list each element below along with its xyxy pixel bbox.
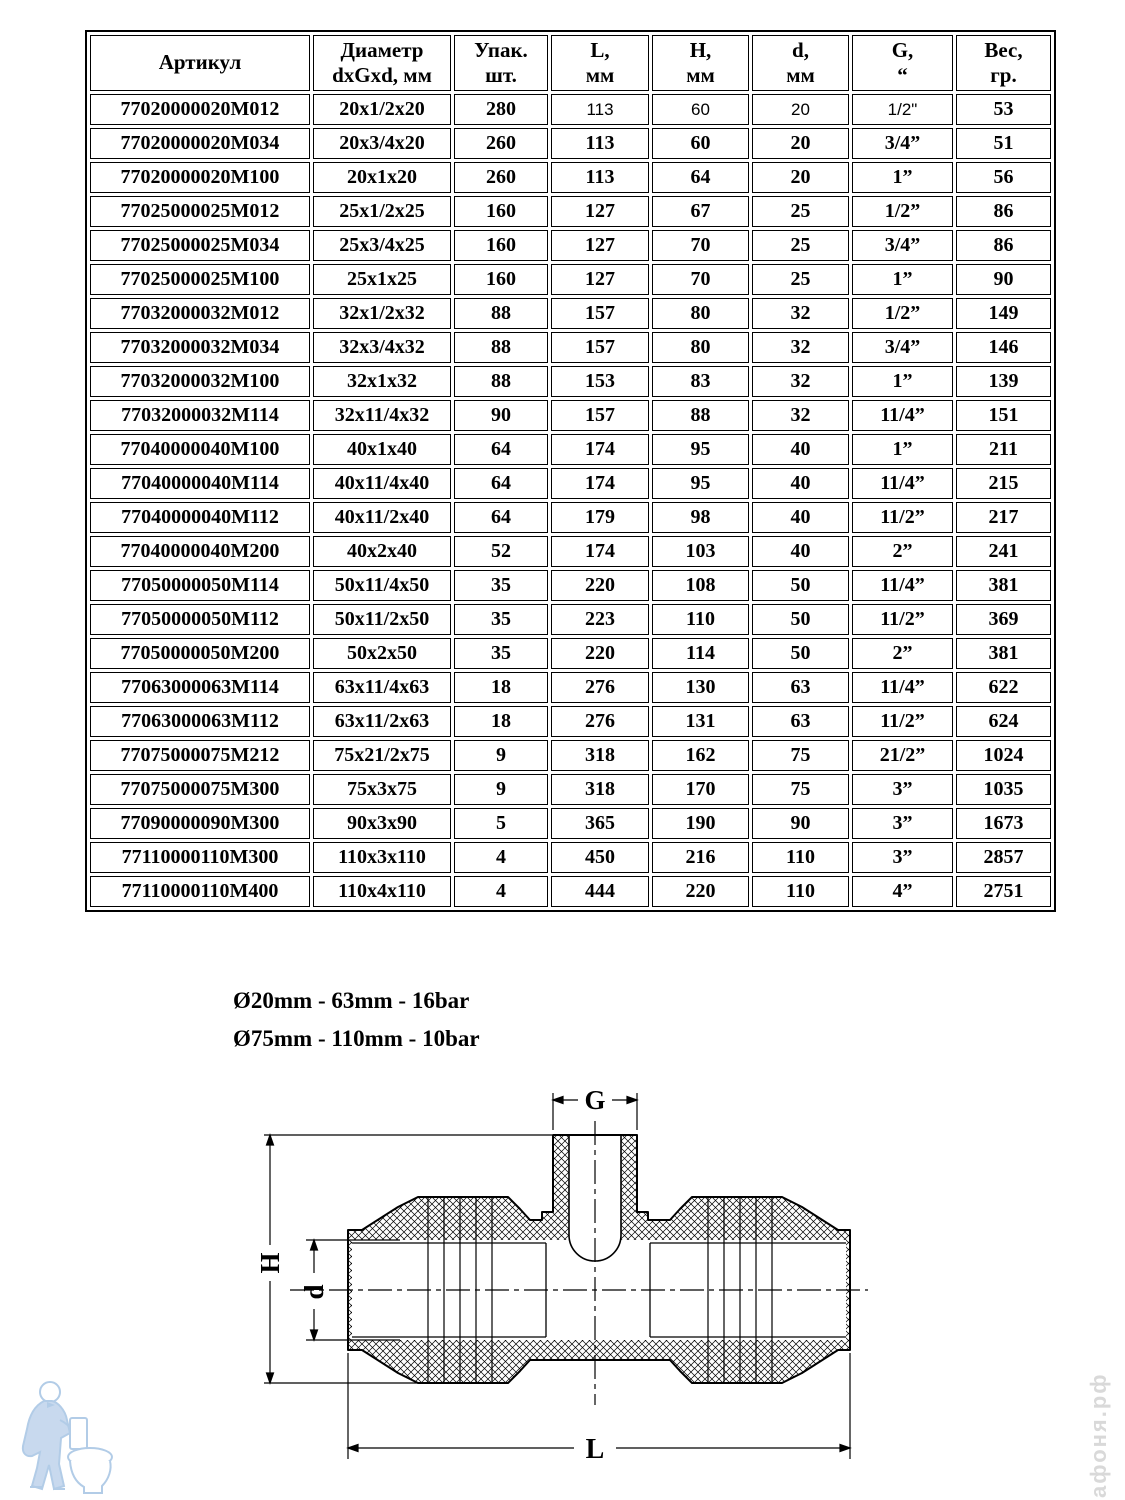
cell-d_mm: 20 bbox=[752, 94, 849, 125]
cell-d_mm: 63 bbox=[752, 706, 849, 737]
cell-diameter_dxGxd_mm: 40x2x40 bbox=[313, 536, 451, 567]
header-line: H, bbox=[689, 37, 712, 62]
cell-diameter_dxGxd_mm: 50x2x50 bbox=[313, 638, 451, 669]
table-row bbox=[90, 332, 1051, 363]
col-header-artikul bbox=[90, 35, 310, 91]
table-row bbox=[90, 740, 1051, 771]
cell-weight_g: 2857 bbox=[956, 842, 1051, 873]
table-row bbox=[90, 264, 1051, 295]
table-row bbox=[90, 230, 1051, 261]
cell-L_mm: 153 bbox=[551, 366, 649, 397]
cell-H_mm: 103 bbox=[652, 536, 749, 567]
cell-diameter_dxGxd_mm: 90x3x90 bbox=[313, 808, 451, 839]
cell-G_inch: 2” bbox=[852, 536, 953, 567]
cell-weight_g: 241 bbox=[956, 536, 1051, 567]
plumber-head bbox=[40, 1382, 60, 1402]
cell-pack_pcs: 280 bbox=[454, 94, 548, 125]
cell-H_mm: 80 bbox=[652, 298, 749, 329]
cell-d_mm: 75 bbox=[752, 774, 849, 805]
cell-weight_g: 149 bbox=[956, 298, 1051, 329]
plumber-suit bbox=[23, 1401, 70, 1489]
cell-H_mm: 110 bbox=[652, 604, 749, 635]
cell-diameter_dxGxd_mm: 25x1/2x25 bbox=[313, 196, 451, 227]
cell-G_inch: 3” bbox=[852, 808, 953, 839]
cell-diameter_dxGxd_mm: 32x1/2x32 bbox=[313, 298, 451, 329]
cell-H_mm: 60 bbox=[652, 94, 749, 125]
col-header-diameter bbox=[313, 35, 451, 91]
cell-L_mm: 157 bbox=[551, 400, 649, 431]
cell-artikul: 77110000110M400 bbox=[90, 876, 310, 907]
cell-diameter_dxGxd_mm: 32x1x32 bbox=[313, 366, 451, 397]
col-header-G bbox=[852, 35, 953, 91]
cell-L_mm: 220 bbox=[551, 570, 649, 601]
cell-H_mm: 98 bbox=[652, 502, 749, 533]
cell-G_inch: 1/2” bbox=[852, 298, 953, 329]
cell-pack_pcs: 35 bbox=[454, 604, 548, 635]
header-line: L, bbox=[590, 37, 610, 62]
table-row bbox=[90, 536, 1051, 567]
cell-d_mm: 110 bbox=[752, 842, 849, 873]
cell-H_mm: 95 bbox=[652, 434, 749, 465]
cell-weight_g: 53 bbox=[956, 94, 1051, 125]
cell-weight_g: 2751 bbox=[956, 876, 1051, 907]
cell-L_mm: 223 bbox=[551, 604, 649, 635]
cell-H_mm: 114 bbox=[652, 638, 749, 669]
cell-G_inch: 3” bbox=[852, 774, 953, 805]
header-line: “ bbox=[897, 63, 908, 87]
header-line: G, bbox=[891, 37, 914, 62]
cell-G_inch: 1” bbox=[852, 434, 953, 465]
cell-artikul: 77050000050M112 bbox=[90, 604, 310, 635]
cell-G_inch: 1” bbox=[852, 366, 953, 397]
cell-L_mm: 365 bbox=[551, 808, 649, 839]
cell-d_mm: 63 bbox=[752, 672, 849, 703]
cell-artikul: 77025000025M034 bbox=[90, 230, 310, 261]
table-row bbox=[90, 298, 1051, 329]
cell-H_mm: 67 bbox=[652, 196, 749, 227]
cell-diameter_dxGxd_mm: 40x11/2x40 bbox=[313, 502, 451, 533]
col-header-d bbox=[752, 35, 849, 91]
cell-weight_g: 622 bbox=[956, 672, 1051, 703]
cell-pack_pcs: 260 bbox=[454, 128, 548, 159]
col-header-weight bbox=[956, 35, 1051, 91]
cell-pack_pcs: 88 bbox=[454, 298, 548, 329]
cell-artikul: 77040000040M200 bbox=[90, 536, 310, 567]
table-row bbox=[90, 638, 1051, 669]
cell-weight_g: 624 bbox=[956, 706, 1051, 737]
cell-artikul: 77050000050M200 bbox=[90, 638, 310, 669]
arrowhead bbox=[311, 1240, 318, 1250]
cell-L_mm: 127 bbox=[551, 264, 649, 295]
cell-G_inch: 11/4” bbox=[852, 570, 953, 601]
cell-diameter_dxGxd_mm: 20x1x20 bbox=[313, 162, 451, 193]
cell-L_mm: 444 bbox=[551, 876, 649, 907]
table-row bbox=[90, 604, 1051, 635]
cell-weight_g: 1035 bbox=[956, 774, 1051, 805]
cell-artikul: 77020000020M100 bbox=[90, 162, 310, 193]
cell-pack_pcs: 18 bbox=[454, 706, 548, 737]
cell-diameter_dxGxd_mm: 40x1x40 bbox=[313, 434, 451, 465]
cell-L_mm: 127 bbox=[551, 196, 649, 227]
cell-L_mm: 318 bbox=[551, 740, 649, 771]
cell-diameter_dxGxd_mm: 25x3/4x25 bbox=[313, 230, 451, 261]
cell-G_inch: 11/4” bbox=[852, 468, 953, 499]
cell-d_mm: 40 bbox=[752, 536, 849, 567]
table-row bbox=[90, 434, 1051, 465]
cell-diameter_dxGxd_mm: 75x21/2x75 bbox=[313, 740, 451, 771]
cell-weight_g: 215 bbox=[956, 468, 1051, 499]
cell-H_mm: 162 bbox=[652, 740, 749, 771]
table-row bbox=[90, 196, 1051, 227]
table-row bbox=[90, 672, 1051, 703]
cell-L_mm: 318 bbox=[551, 774, 649, 805]
cell-G_inch: 3/4” bbox=[852, 128, 953, 159]
cell-d_mm: 50 bbox=[752, 638, 849, 669]
cell-diameter_dxGxd_mm: 20x3/4x20 bbox=[313, 128, 451, 159]
cell-pack_pcs: 35 bbox=[454, 570, 548, 601]
plumber-watermark bbox=[8, 1376, 126, 1498]
arrowhead bbox=[348, 1445, 358, 1452]
cell-weight_g: 381 bbox=[956, 638, 1051, 669]
cell-pack_pcs: 160 bbox=[454, 196, 548, 227]
cell-G_inch: 1/2" bbox=[852, 94, 953, 125]
cell-artikul: 77032000032M114 bbox=[90, 400, 310, 431]
cell-diameter_dxGxd_mm: 50x11/2x50 bbox=[313, 604, 451, 635]
cell-pack_pcs: 64 bbox=[454, 502, 548, 533]
cell-G_inch: 1” bbox=[852, 264, 953, 295]
cell-pack_pcs: 90 bbox=[454, 400, 548, 431]
cell-artikul: 77040000040M114 bbox=[90, 468, 310, 499]
cell-d_mm: 40 bbox=[752, 434, 849, 465]
cell-G_inch: 4” bbox=[852, 876, 953, 907]
cell-weight_g: 51 bbox=[956, 128, 1051, 159]
cell-L_mm: 450 bbox=[551, 842, 649, 873]
cell-H_mm: 95 bbox=[652, 468, 749, 499]
cell-artikul: 77090000090M300 bbox=[90, 808, 310, 839]
cell-weight_g: 90 bbox=[956, 264, 1051, 295]
table-row bbox=[90, 774, 1051, 805]
arrowhead bbox=[267, 1135, 274, 1145]
cell-d_mm: 20 bbox=[752, 128, 849, 159]
cell-pack_pcs: 88 bbox=[454, 366, 548, 397]
table-row bbox=[90, 502, 1051, 533]
cell-d_mm: 32 bbox=[752, 366, 849, 397]
spec-table-header bbox=[90, 35, 1051, 91]
cell-H_mm: 60 bbox=[652, 128, 749, 159]
cell-d_mm: 25 bbox=[752, 230, 849, 261]
cell-pack_pcs: 260 bbox=[454, 162, 548, 193]
cell-weight_g: 1024 bbox=[956, 740, 1051, 771]
cell-diameter_dxGxd_mm: 110x3x110 bbox=[313, 842, 451, 873]
cell-L_mm: 276 bbox=[551, 672, 649, 703]
cell-weight_g: 369 bbox=[956, 604, 1051, 635]
table-row bbox=[90, 366, 1051, 397]
cell-d_mm: 50 bbox=[752, 570, 849, 601]
table-row bbox=[90, 468, 1051, 499]
header-line: мм bbox=[686, 63, 715, 87]
cell-H_mm: 108 bbox=[652, 570, 749, 601]
cell-artikul: 77040000040M112 bbox=[90, 502, 310, 533]
cell-L_mm: 113 bbox=[551, 162, 649, 193]
cell-pack_pcs: 4 bbox=[454, 842, 548, 873]
cell-weight_g: 56 bbox=[956, 162, 1051, 193]
cell-diameter_dxGxd_mm: 63x11/4x63 bbox=[313, 672, 451, 703]
cell-weight_g: 146 bbox=[956, 332, 1051, 363]
cell-diameter_dxGxd_mm: 20x1/2x20 bbox=[313, 94, 451, 125]
cell-G_inch: 11/4” bbox=[852, 672, 953, 703]
cell-G_inch: 11/2” bbox=[852, 706, 953, 737]
cell-H_mm: 216 bbox=[652, 842, 749, 873]
cell-d_mm: 110 bbox=[752, 876, 849, 907]
cell-diameter_dxGxd_mm: 110x4x110 bbox=[313, 876, 451, 907]
cell-pack_pcs: 9 bbox=[454, 774, 548, 805]
plumber-figure bbox=[23, 1382, 112, 1493]
arrowhead bbox=[627, 1097, 637, 1104]
cell-d_mm: 25 bbox=[752, 196, 849, 227]
table-row bbox=[90, 94, 1051, 125]
cell-d_mm: 40 bbox=[752, 468, 849, 499]
pressure-notes bbox=[233, 982, 480, 1058]
cell-pack_pcs: 64 bbox=[454, 468, 548, 499]
cell-artikul: 77040000040M100 bbox=[90, 434, 310, 465]
header-line: Упак. bbox=[474, 37, 528, 62]
cell-pack_pcs: 9 bbox=[454, 740, 548, 771]
cell-d_mm: 40 bbox=[752, 502, 849, 533]
cell-H_mm: 64 bbox=[652, 162, 749, 193]
cell-H_mm: 170 bbox=[652, 774, 749, 805]
cell-L_mm: 127 bbox=[551, 230, 649, 261]
cell-artikul: 77020000020M012 bbox=[90, 94, 310, 125]
header-line: Диаметр bbox=[340, 37, 424, 62]
table-row bbox=[90, 570, 1051, 601]
cell-artikul: 77025000025M012 bbox=[90, 196, 310, 227]
header-line: гр. bbox=[990, 63, 1017, 87]
cell-weight_g: 139 bbox=[956, 366, 1051, 397]
cell-H_mm: 80 bbox=[652, 332, 749, 363]
col-header-H bbox=[652, 35, 749, 91]
site-watermark-text: афоня.рф bbox=[1086, 1372, 1111, 1498]
cell-pack_pcs: 64 bbox=[454, 434, 548, 465]
cell-d_mm: 32 bbox=[752, 298, 849, 329]
cell-d_mm: 32 bbox=[752, 332, 849, 363]
cell-diameter_dxGxd_mm: 75x3x75 bbox=[313, 774, 451, 805]
cell-artikul: 77063000063M114 bbox=[90, 672, 310, 703]
cell-weight_g: 217 bbox=[956, 502, 1051, 533]
cell-H_mm: 70 bbox=[652, 264, 749, 295]
table-row bbox=[90, 876, 1051, 907]
spec-table-body bbox=[90, 94, 1051, 907]
table-row bbox=[90, 706, 1051, 737]
fitting-cross-section bbox=[348, 1135, 850, 1383]
cell-L_mm: 113 bbox=[551, 128, 649, 159]
header-line: dxGxd, мм bbox=[332, 63, 432, 87]
table-row bbox=[90, 400, 1051, 431]
cell-d_mm: 75 bbox=[752, 740, 849, 771]
cell-L_mm: 113 bbox=[551, 94, 649, 125]
dim-label-H: H bbox=[255, 1252, 285, 1274]
table-row bbox=[90, 808, 1051, 839]
cell-pack_pcs: 160 bbox=[454, 264, 548, 295]
cell-G_inch: 21/2” bbox=[852, 740, 953, 771]
cell-weight_g: 151 bbox=[956, 400, 1051, 431]
cell-G_inch: 3” bbox=[852, 842, 953, 873]
table-row bbox=[90, 162, 1051, 193]
cell-L_mm: 174 bbox=[551, 434, 649, 465]
header-line: d, bbox=[792, 37, 809, 62]
cell-d_mm: 25 bbox=[752, 264, 849, 295]
cell-L_mm: 174 bbox=[551, 536, 649, 567]
cell-diameter_dxGxd_mm: 25x1x25 bbox=[313, 264, 451, 295]
cell-artikul: 77075000075M212 bbox=[90, 740, 310, 771]
cell-artikul: 77032000032M012 bbox=[90, 298, 310, 329]
cell-artikul: 77032000032M034 bbox=[90, 332, 310, 363]
cell-pack_pcs: 4 bbox=[454, 876, 548, 907]
cell-G_inch: 3/4” bbox=[852, 332, 953, 363]
cell-weight_g: 1673 bbox=[956, 808, 1051, 839]
dim-label-L: L bbox=[585, 1434, 605, 1465]
header-line: Артикул bbox=[158, 50, 242, 75]
cell-diameter_dxGxd_mm: 63x11/2x63 bbox=[313, 706, 451, 737]
toilet-tank bbox=[70, 1418, 87, 1449]
cell-pack_pcs: 52 bbox=[454, 536, 548, 567]
cell-H_mm: 130 bbox=[652, 672, 749, 703]
cell-artikul: 77075000075M300 bbox=[90, 774, 310, 805]
col-header-L bbox=[551, 35, 649, 91]
cell-pack_pcs: 88 bbox=[454, 332, 548, 363]
cell-d_mm: 90 bbox=[752, 808, 849, 839]
table-row bbox=[90, 128, 1051, 159]
cell-H_mm: 131 bbox=[652, 706, 749, 737]
cell-artikul: 77063000063M112 bbox=[90, 706, 310, 737]
cell-artikul: 77032000032M100 bbox=[90, 366, 310, 397]
col-header-pack bbox=[454, 35, 548, 91]
spec-table bbox=[85, 30, 1056, 912]
toilet-bowl bbox=[70, 1461, 111, 1493]
table-row bbox=[90, 842, 1051, 873]
cell-diameter_dxGxd_mm: 40x11/4x40 bbox=[313, 468, 451, 499]
cell-L_mm: 276 bbox=[551, 706, 649, 737]
cell-artikul: 77110000110M300 bbox=[90, 842, 310, 873]
cell-weight_g: 381 bbox=[956, 570, 1051, 601]
cell-pack_pcs: 160 bbox=[454, 230, 548, 261]
header-row bbox=[90, 35, 1051, 91]
dim-label-d: d bbox=[299, 1284, 329, 1300]
cell-d_mm: 20 bbox=[752, 162, 849, 193]
cell-H_mm: 70 bbox=[652, 230, 749, 261]
fitting-technical-drawing bbox=[250, 1085, 890, 1500]
arrowhead bbox=[267, 1373, 274, 1383]
cell-G_inch: 1/2” bbox=[852, 196, 953, 227]
cell-L_mm: 220 bbox=[551, 638, 649, 669]
arrowhead bbox=[553, 1097, 563, 1104]
cell-G_inch: 2” bbox=[852, 638, 953, 669]
cell-weight_g: 86 bbox=[956, 196, 1051, 227]
cell-diameter_dxGxd_mm: 50x11/4x50 bbox=[313, 570, 451, 601]
cell-weight_g: 211 bbox=[956, 434, 1051, 465]
cell-pack_pcs: 5 bbox=[454, 808, 548, 839]
cell-artikul: 77025000025M100 bbox=[90, 264, 310, 295]
cell-pack_pcs: 35 bbox=[454, 638, 548, 669]
cell-d_mm: 50 bbox=[752, 604, 849, 635]
header-line: мм bbox=[585, 63, 615, 87]
cell-H_mm: 220 bbox=[652, 876, 749, 907]
cell-H_mm: 88 bbox=[652, 400, 749, 431]
pressure-note-line-1: Ø20mm - 63mm - 16bar bbox=[233, 988, 470, 1013]
cell-G_inch: 11/4” bbox=[852, 400, 953, 431]
cell-d_mm: 32 bbox=[752, 400, 849, 431]
cell-weight_g: 86 bbox=[956, 230, 1051, 261]
cell-artikul: 77020000020M034 bbox=[90, 128, 310, 159]
dim-label-G: G bbox=[584, 1085, 606, 1115]
cell-H_mm: 83 bbox=[652, 366, 749, 397]
cell-pack_pcs: 18 bbox=[454, 672, 548, 703]
cell-G_inch: 3/4” bbox=[852, 230, 953, 261]
cell-H_mm: 190 bbox=[652, 808, 749, 839]
cell-artikul: 77050000050M114 bbox=[90, 570, 310, 601]
cell-L_mm: 157 bbox=[551, 298, 649, 329]
arrowhead bbox=[311, 1330, 318, 1340]
cell-L_mm: 157 bbox=[551, 332, 649, 363]
cell-diameter_dxGxd_mm: 32x3/4x32 bbox=[313, 332, 451, 363]
pressure-note-line-2: Ø75mm - 110mm - 10bar bbox=[233, 1026, 480, 1051]
cell-L_mm: 179 bbox=[551, 502, 649, 533]
cell-L_mm: 174 bbox=[551, 468, 649, 499]
cell-diameter_dxGxd_mm: 32x11/4x32 bbox=[313, 400, 451, 431]
header-line: мм bbox=[786, 63, 815, 87]
cell-G_inch: 1” bbox=[852, 162, 953, 193]
cell-G_inch: 11/2” bbox=[852, 604, 953, 635]
arrowhead bbox=[840, 1445, 850, 1452]
header-line: Вес, bbox=[984, 37, 1023, 62]
cell-G_inch: 11/2” bbox=[852, 502, 953, 533]
header-line: шт. bbox=[485, 63, 517, 87]
